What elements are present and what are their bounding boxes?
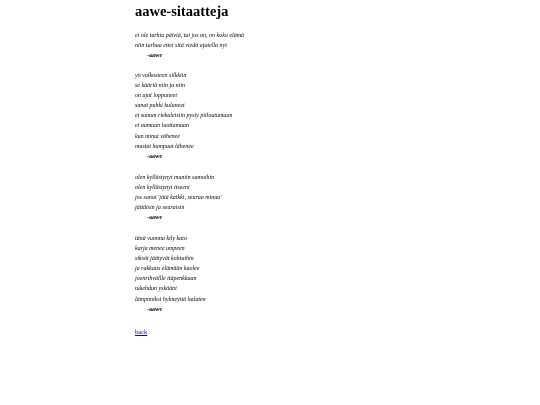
poem-stanza-3 [135, 173, 222, 223]
page-title: aawe-sitaatteja [135, 4, 229, 20]
poem-line: ei ole turhia päiviä, tai jos on, on koko elämä [135, 33, 245, 39]
poem-stanza-1 [135, 31, 244, 61]
poem-line: sanat puhki kuluneet [135, 103, 185, 110]
poem-line: siksöt jäätyvät kohtuihin [135, 256, 194, 263]
poem-line: jos sanot 'jätä kaikki, seuraa minua' [135, 195, 222, 202]
poem-line: se kääriä niin ja niin [135, 83, 185, 90]
author-signature: -aawe [147, 53, 162, 60]
poem-line: karja menee umpeen [135, 246, 185, 253]
poem-line: olen kyllästynyt muniin samoihin [135, 175, 215, 181]
poem-line: jättäisin ja seuraisin [135, 205, 185, 212]
poem-line: lämpimiksi hylmeyttä halaten [135, 296, 206, 303]
poem-line: ei aamuun luottamaan [135, 123, 189, 130]
poem-line: joenrihvällle itäpenkkaan [135, 276, 197, 283]
poem-line: yö valkosteen silkkiin [135, 73, 187, 79]
author-signature: -aawe [147, 153, 162, 160]
poem-line: niin turhaa ettei sitä viedä ajatella nyt [135, 43, 227, 50]
poem-line: tänä vuonna kily kato [135, 236, 187, 242]
poem-line: ei sumun riekaleisiin pysty piiloutumaan [135, 113, 233, 120]
back-link[interactable]: back [135, 329, 148, 336]
poem-line: kun minut vähenee [135, 133, 180, 140]
poem-line: on ajat loppuneet [135, 93, 177, 100]
poem-line: mustat hampaat lähenee [135, 143, 194, 150]
author-signature: -aawe [147, 215, 162, 222]
poem-line: olen kyllästynyt itseeni [135, 185, 190, 192]
author-signature: -aawe [147, 306, 162, 313]
poem-line: tukehdun yskääni [135, 286, 177, 293]
poem-stanza-4 [135, 234, 206, 315]
poem-stanza-2 [135, 71, 232, 162]
poem-line: ja rakkaus elämään kuolee [135, 266, 200, 273]
